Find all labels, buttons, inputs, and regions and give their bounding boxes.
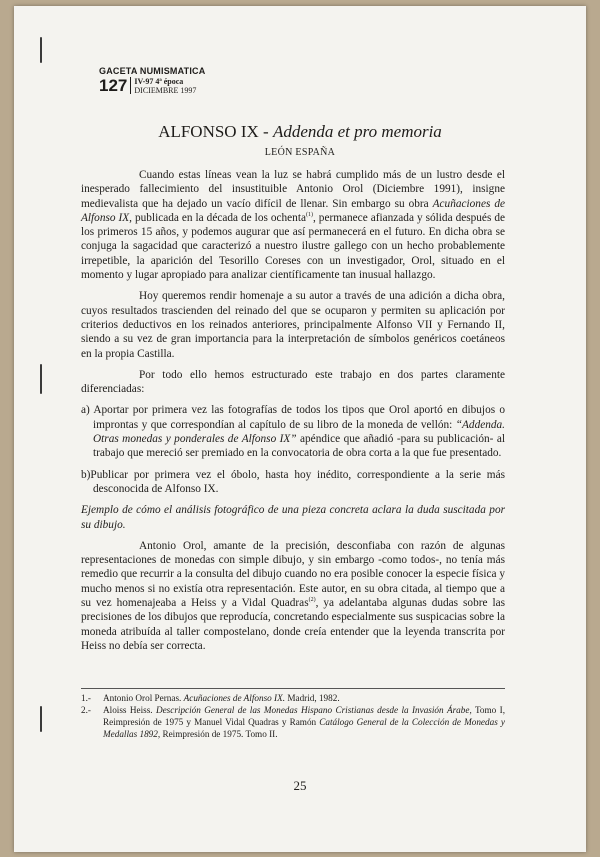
text-run: Reimpresión de 1975. Tomo II.: [160, 729, 278, 739]
issue-epoch: IV-97 4ª época: [134, 77, 184, 86]
text-run-italic: “Addenda. Otras monedas y ponderales de Alfonso IX”: [93, 418, 505, 446]
text-run-italic: Acuñaciones de Alfonso IX,: [81, 197, 505, 224]
staple: [40, 364, 42, 394]
footnote-number: 1.-: [81, 693, 91, 703]
list-item-b: b)Publicar por primera vez el óbolo, hasta hoy inédito, correspondiente a la serie más desconocida de Alfonso IX.: [81, 468, 505, 495]
article-body: [81, 168, 505, 653]
article-title: [0, 122, 600, 142]
staple: [40, 37, 42, 63]
paragraph-4: [81, 539, 505, 653]
masthead: [99, 66, 205, 95]
paragraph-1: [81, 168, 505, 282]
text-run: Tomo I, Reimpresión de 1975 y Manuel Vidal Quadras y Ramón: [103, 705, 506, 727]
page-number: 25: [293, 778, 307, 793]
text-run: a) Aportar por primera vez las fotografías de todos los tipos que Orol aportó en dibujos o improntas y que correspondían al capítulo de su libro de la moneda de vellón:: [81, 404, 505, 431]
title-italic: Addenda et pro memoria: [272, 122, 442, 141]
text-run: Antonio Orol, amante de la precisión, desconfiaba con razón de algunas representaciones de monedas con simple dibujo, y sin embargo -como todos-, no tenía más remedio que recurrir a la consulta del dibujo cuando no era posible conocer la especie física y mucho menos si no existía otra representación. Este autor, en su obra citada, al tiempo que a su vez homenajeaba a Heiss y a Vidal Quadras: [81, 539, 505, 610]
article-author: LEÓN ESPAÑA: [264, 147, 336, 158]
list-item-a: [81, 403, 505, 460]
text-run: , permanece afianzada y sólida después de los primeros 15 años, y podemos augurar que así permanecerá en el futuro. En dicha obra se conjuga la sagacidad que caracterizó a nuestro ilustre gallego con un hecho probablemente irrepetible, la aparición del Tesorillo Coreses con un investigador, Orol, situado en el momento y lugar apropiado para analizar científicamente tan inusual hallazgo.: [81, 211, 505, 282]
issue-number: 127: [99, 77, 131, 94]
text-run-italic: Acuñaciones de Alfonso IX.: [183, 693, 286, 703]
section-subheading: Ejemplo de cómo el análisis fotográfico de una pieza concreta aclara la duda suscitada por su dibujo.: [81, 504, 505, 531]
footnote-1: [81, 692, 505, 704]
text-run: Antonio Orol Pernas.: [103, 693, 184, 703]
footnote-ref: (2): [308, 597, 316, 604]
text-run-italic: Descripción General de las Monedas Hispano Cristianas desde la Invasión Árabe,: [155, 705, 472, 715]
paragraph-2: Hoy queremos rendir homenaje a su autor a través de una adición a dicha obra, cuyos resultados trascienden del reinado del que se ocuparon y permiten su aplicación por criterios deductivos en los reinados anteriores, principalmente Alfonso VII y Fernando II, siendo a su vez de gran importancia para la interpretación de símbolos genéricos coetáneos en la propia Castilla.: [81, 290, 505, 360]
footnote-text: [103, 692, 505, 704]
footnote-number: 2.-: [81, 705, 91, 715]
footnote-text: [103, 704, 505, 740]
text-run: Aloiss Heiss.: [103, 705, 156, 715]
text-run: apéndice que añadió -para su publicación- al trabajo que mereció ser premiado en la convocatoria de obra corta a la que fue presentado.: [93, 433, 505, 460]
paragraph-3: Por todo ello hemos estructurado este trabajo en dos partes claramente diferenciadas:: [81, 368, 505, 396]
text-run: , ya adelantaba algunas dudas sobre las precisiones de los dibujos que reproducía, concretando especialmente sus suspicacias sobre la moneda atribuída al taller compostelano, donde creía entender que la leyenda transcrita por Heiss no debía ser correcta.: [81, 597, 506, 652]
footnote-2: [81, 704, 505, 740]
footnotes: [81, 688, 505, 740]
text-run: publicada en la década de los ochenta: [132, 211, 306, 224]
text-run: Madrid, 1982.: [285, 693, 340, 703]
issue-date: DICIEMBRE 1997: [134, 86, 197, 95]
text-run-italic: Catálogo General de la Colección de Monedas y Medallas 1892,: [103, 717, 505, 739]
title-main: ALFONSO IX -: [158, 122, 273, 141]
staple: [40, 706, 42, 732]
text-run: Cuando estas líneas vean la luz se habrá cumplido más de un lustro desde el inesperado fallecimiento del insustituible Antonio Orol (Diciembre 1991), insigne medievalista que ha dejado un vacío difícil de llenar. Sin embargo su obra: [81, 169, 505, 210]
journal-name: GACETA NUMISMATICA: [99, 66, 206, 76]
footnote-ref: (1): [305, 212, 313, 219]
